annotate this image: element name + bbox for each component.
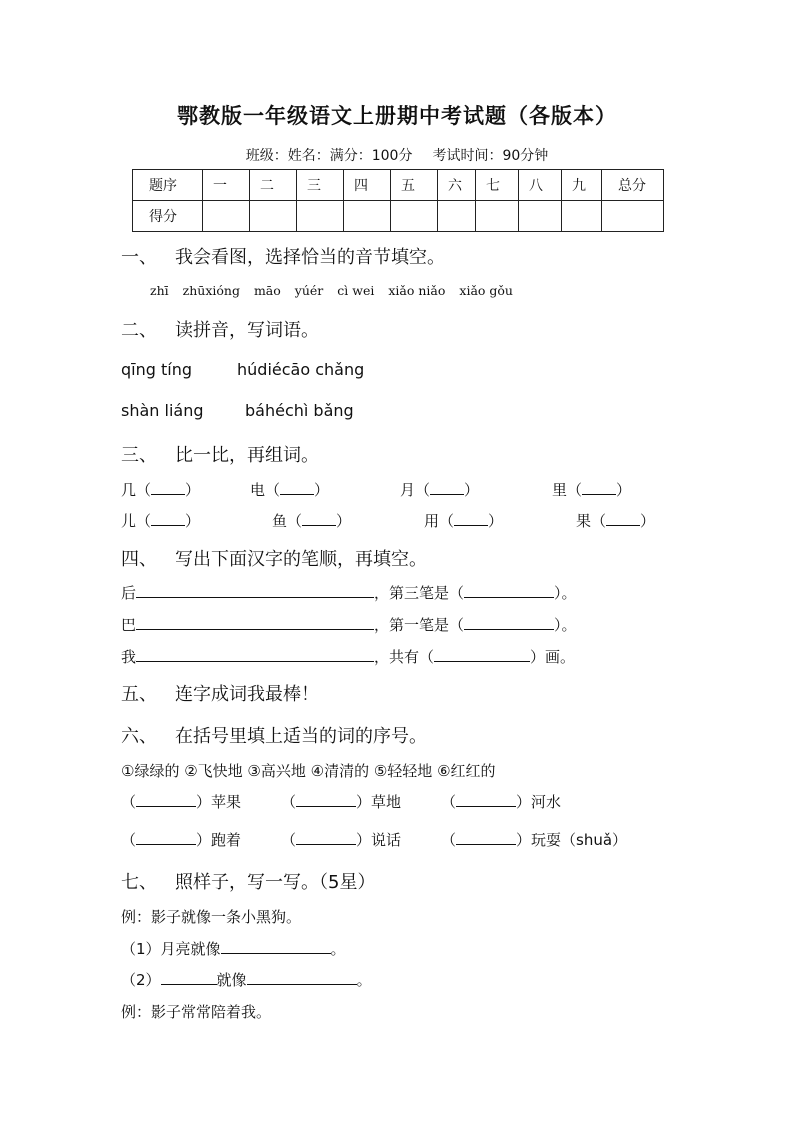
pinyin-item: báhéchì bǎng — [245, 401, 354, 420]
word-blank-item: 鱼（ ） — [272, 512, 352, 530]
answer-blank[interactable] — [136, 791, 196, 807]
section-text: 写出下面汉字的笔顺，再填空。 — [175, 549, 427, 570]
syllable: xiǎo gǒu — [459, 283, 513, 298]
syllable: xiǎo niǎo — [388, 283, 446, 298]
answer-blank[interactable] — [430, 479, 464, 495]
fill-item: （ ）河水 — [441, 793, 562, 811]
score-cell[interactable] — [438, 201, 476, 232]
answer-blank[interactable] — [161, 969, 217, 985]
class-name-score-label: 班级：姓名：满分：100分 — [245, 148, 413, 164]
section-text: 我会看图，选择恰当的音节填空。 — [175, 247, 445, 268]
syllable: cì wei — [337, 283, 375, 298]
answer-blank[interactable] — [296, 829, 356, 845]
score-cell[interactable] — [250, 201, 297, 232]
score-cell[interactable] — [203, 201, 250, 232]
score-header-cell: 四 — [344, 170, 391, 201]
score-header-cell: 三 — [297, 170, 344, 201]
fill-item: （ ）跑着 — [121, 831, 242, 849]
answer-blank[interactable] — [464, 614, 554, 630]
section-2-heading — [121, 316, 319, 342]
pinyin-item: qīng tíng — [121, 360, 192, 379]
answer-blank[interactable] — [136, 829, 196, 845]
score-header-cell: 七 — [476, 170, 519, 201]
exam-info — [0, 145, 794, 165]
stroke-order-row: 我 ，共有（ ）画。 — [121, 648, 576, 666]
word-blank-item: 几（ ） — [121, 481, 201, 499]
section-text: 在括号里填上适当的词的序号。 — [175, 726, 427, 747]
fill-item: （ ）玩耍（shuǎ） — [441, 831, 628, 849]
section-text: 连字成词我最棒！ — [175, 684, 319, 705]
answer-blank[interactable] — [456, 791, 516, 807]
answer-blank[interactable] — [296, 791, 356, 807]
answer-blank[interactable] — [280, 479, 314, 495]
score-table-score-row — [133, 201, 664, 232]
exam-time-label: 考试时间：90分钟 — [432, 148, 549, 164]
imitation-question-2: （2） 就像 。 — [121, 971, 372, 989]
section-text: 照样子，写一写。（5星） — [175, 872, 376, 893]
example-sentence: 例：影子就像一条小黑狗。 — [121, 908, 302, 926]
stroke-order-blank[interactable] — [136, 582, 374, 598]
section-number: 五、 — [121, 684, 157, 705]
section-text: 比一比，再组词。 — [175, 445, 319, 466]
section-7-heading — [121, 868, 375, 894]
score-table — [132, 169, 664, 232]
answer-blank[interactable] — [464, 582, 554, 598]
fill-item: （ ）草地 — [281, 793, 402, 811]
score-cell[interactable] — [519, 201, 562, 232]
word-blank-item: 儿（ ） — [121, 512, 201, 530]
word-blank-item: 月（ ） — [400, 481, 480, 499]
section-number: 七、 — [121, 872, 157, 893]
section-3-heading — [121, 441, 319, 467]
fill-item: （ ）苹果 — [121, 793, 242, 811]
syllable-options — [150, 283, 527, 298]
answer-blank[interactable] — [302, 510, 336, 526]
stroke-order-row: 后 ，第三笔是（ ）。 — [121, 584, 577, 602]
score-header-cell: 题序 — [133, 170, 203, 201]
section-number: 六、 — [121, 726, 157, 747]
word-blank-item: 用（ ） — [424, 512, 504, 530]
section-4-heading — [121, 545, 427, 571]
score-cell[interactable] — [344, 201, 391, 232]
score-cell[interactable] — [602, 201, 664, 232]
answer-blank[interactable] — [606, 510, 640, 526]
answer-blank[interactable] — [221, 938, 331, 954]
score-header-cell: 一 — [203, 170, 250, 201]
score-header-cell: 六 — [438, 170, 476, 201]
example-sentence: 例：影子常常陪着我。 — [121, 1003, 272, 1021]
score-header-cell: 总分 — [602, 170, 664, 201]
section-number: 四、 — [121, 549, 157, 570]
pinyin-item: shàn liáng — [121, 401, 204, 420]
score-header-cell: 二 — [250, 170, 297, 201]
section-6-heading — [121, 722, 427, 748]
section-number: 二、 — [121, 320, 157, 341]
section-5-heading — [121, 680, 319, 706]
answer-blank[interactable] — [151, 479, 185, 495]
syllable: yúér — [294, 283, 324, 298]
answer-blank[interactable] — [247, 969, 357, 985]
page-title: 鄂教版一年级语文上册期中考试题（各版本） — [177, 103, 617, 128]
word-blank-item: 果（ ） — [576, 512, 656, 530]
answer-blank[interactable] — [454, 510, 488, 526]
section-text: 读拼音，写词语。 — [175, 320, 319, 341]
answer-blank[interactable] — [151, 510, 185, 526]
score-table-header-row — [133, 170, 664, 201]
stroke-order-row: 巴 ，第一笔是（ ）。 — [121, 616, 577, 634]
syllable: māo — [253, 283, 281, 298]
score-cell[interactable] — [297, 201, 344, 232]
word-blank-item: 电（ ） — [250, 481, 330, 499]
score-row-label: 得分 — [133, 201, 203, 232]
syllable: zhī — [150, 283, 169, 298]
score-cell[interactable] — [562, 201, 602, 232]
answer-blank[interactable] — [456, 829, 516, 845]
score-header-cell: 五 — [391, 170, 438, 201]
answer-blank[interactable] — [582, 479, 616, 495]
score-cell[interactable] — [391, 201, 438, 232]
section-number: 三、 — [121, 445, 157, 466]
word-blank-item: 里（ ） — [552, 481, 632, 499]
section-number: 一、 — [121, 247, 157, 268]
stroke-order-blank[interactable] — [136, 614, 374, 630]
answer-blank[interactable] — [434, 646, 530, 662]
score-cell[interactable] — [476, 201, 519, 232]
imitation-question-1: （1）月亮就像 。 — [121, 940, 346, 958]
section-1-heading — [121, 243, 445, 269]
pinyin-item: húdiécāo chǎng — [237, 360, 365, 379]
score-header-cell: 八 — [519, 170, 562, 201]
score-header-cell: 九 — [562, 170, 602, 201]
syllable: zhūxióng — [182, 283, 240, 298]
fill-item: （ ）说话 — [281, 831, 402, 849]
stroke-order-blank[interactable] — [136, 646, 374, 662]
word-options: ①绿绿的 ②飞快地 ③高兴地 ④清清的 ⑤轻轻地 ⑥红红的 — [121, 762, 496, 780]
